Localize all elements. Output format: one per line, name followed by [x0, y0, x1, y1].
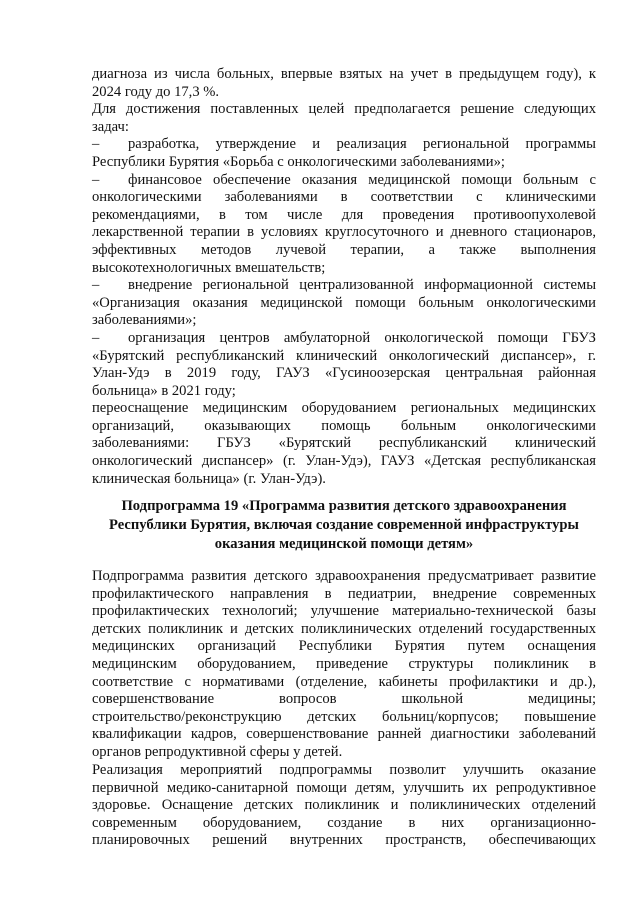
text-line: «Бурятский республиканский клинический онкологический диспансер», г.	[92, 347, 596, 364]
text-line: Подпрограмма развития детского здравоохранения предусматривает развитие	[92, 568, 596, 584]
text-line: диагноза из числа больных, впервые взятых на учет в предыдущем году), к	[92, 66, 596, 82]
text-line: медицинским оборудованием, приведение структуры поликлиник в	[92, 655, 596, 672]
text-line: Реализация мероприятий подпрограммы позволит улучшить оказание	[92, 762, 596, 778]
text-line: планировочных решений внутренних пространств, обеспечивающих	[92, 832, 596, 849]
dash-marker: –	[92, 277, 100, 294]
text-line: 2024 году до 17,3 %.	[92, 83, 220, 100]
text-line: задач:	[92, 118, 129, 135]
text-line: лекарственной терапии в условиях круглосуточного и дневного стационаров,	[92, 224, 596, 241]
dash-marker: –	[92, 329, 100, 346]
text-line: высокотехнологичных вмешательств;	[92, 259, 326, 276]
text-line: «Организация оказания медицинской помощи больным онкологическими	[92, 294, 596, 311]
section-heading	[92, 497, 596, 554]
text-line: рекомендациями, в том числе для проведения противоопухолевой	[92, 206, 596, 223]
text-line: Для достижения поставленных целей предполагается решение следующих	[92, 101, 596, 118]
text-line: здоровье. Оснащение детских поликлиник и поликлинических отделений	[92, 797, 596, 814]
heading-line: Республики Бурятия, включая создание современной инфраструктуры	[109, 517, 579, 533]
bullet-text: финансовое обеспечение оказания медицинской помощи больным с	[128, 171, 596, 188]
heading-line: Подпрограмма 19 «Программа развития детского здравоохранения	[121, 498, 567, 514]
heading-line: оказания медицинской помощи детям»	[214, 536, 474, 552]
text-line: квалификации кадров, совершенствование ранней диагностики заболеваний	[92, 726, 596, 743]
bullet-line	[92, 330, 596, 348]
text-line: онкологическими заболеваниями в соответствии с клиническими	[92, 189, 596, 206]
text-line: медицинских организаций Республики Бурятия путем оснащения	[92, 638, 596, 655]
dash-marker: –	[92, 136, 100, 153]
paragraph-subprogram	[92, 568, 596, 762]
text-line: органов репродуктивной сферы у детей.	[92, 743, 343, 760]
dash-marker: –	[92, 171, 100, 188]
text-line: профилактического направления в педиатрии, внедрение современных	[92, 585, 596, 602]
text-line: переоснащение медицинским оборудованием региональных медицинских	[92, 400, 596, 417]
text-line: современным оборудованием, создание в них организационно-	[92, 814, 596, 831]
text-line: заболеваниями»;	[92, 312, 197, 329]
bullet-text: организация центров амбулаторной онкологической помощи ГБУЗ	[128, 329, 596, 346]
bullet-text: разработка, утверждение и реализация региональной программы	[128, 136, 596, 153]
text-line: эффективных методов лучевой терапии, а также выполнения	[92, 241, 596, 258]
text-line: первичной медико-санитарной помощи детям, улучшить их репродуктивное	[92, 779, 596, 796]
text-line: строительство/реконструкцию детских больниц/корпусов; повышение	[92, 708, 596, 725]
text-line: онкологический диспансер» (г. Улан-Удэ), ГАУЗ «Детская республиканская	[92, 453, 596, 470]
text-line: соответствие с нормативами (отделение, кабинеты профилактики и др.),	[92, 673, 596, 690]
text-line: заболеваниями: ГБУЗ «Бурятский республиканский клинический	[92, 435, 596, 452]
text-line: больница» в 2021 году;	[92, 382, 236, 399]
bullet-text: внедрение региональной централизованной информационной системы	[128, 277, 596, 294]
text-line: Улан-Удэ в 2019 году, ГАУЗ «Гусиноозерская центральная районная	[92, 365, 596, 382]
text-line: клиническая больница» (г. Улан-Удэ).	[92, 470, 326, 487]
top-text-block	[92, 66, 596, 488]
bullet-line	[92, 136, 596, 154]
text-line: детских поликлиник и детских поликлинических отделений государственных	[92, 620, 596, 637]
bullet-line	[92, 277, 596, 295]
text-line: совершенствование вопросов школьной медицины;	[92, 691, 596, 708]
bullet-line	[92, 172, 596, 190]
paragraph-implementation	[92, 762, 596, 850]
text-line: Республики Бурятия «Борьба с онкологическими заболеваниями»;	[92, 153, 505, 170]
text-line: профилактических технологий; улучшение материально-технической базы	[92, 603, 596, 620]
text-line: организаций, оказывающих помощь больным онкологическими	[92, 417, 596, 434]
